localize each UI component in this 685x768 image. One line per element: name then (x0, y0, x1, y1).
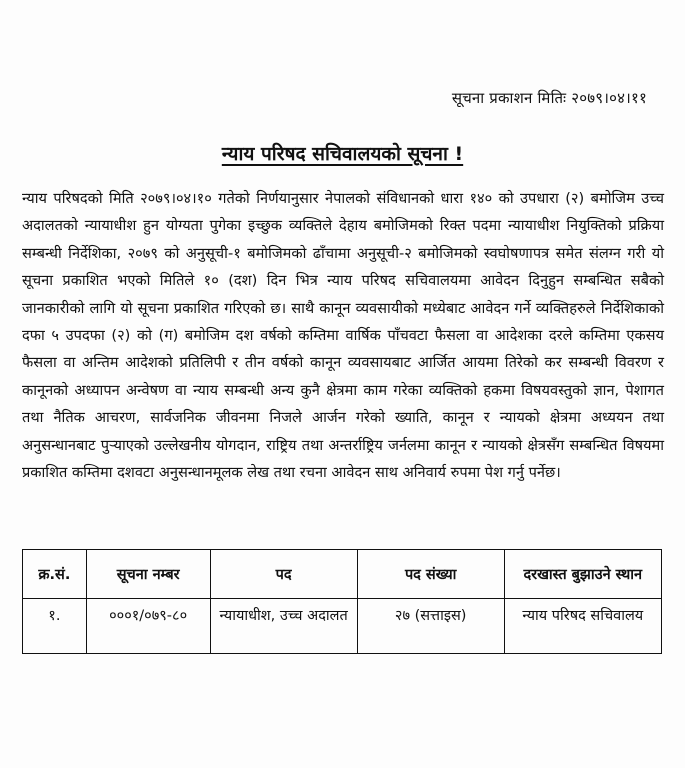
header-post-count: पद संख्या (357, 550, 504, 599)
cell-submission-place: न्याय परिषद सचिवालय (504, 599, 661, 654)
notice-body: न्याय परिषदको मिति २०७९।०४।१० गतेको निर्णयानुसार नेपालको संविधानको धारा १४० को उपधारा (२) बमोजिम उच्च अदालतको न्यायाधीश हुन योग्यता पुगेका इच्छुक व्यक्तिले देहाय बमोजिमको रिक्त पदमा न्यायाधीश नियुक्तिको प्रक्रिया सम्बन्धी निर्देशिका, २०७९ को अनुसूची-१ बमोजिमको ढाँचामा अनुसूची-२ बमोजिमको स्वघोषणापत्र समेत संलग्न गरी यो सूचना प्रकाशित भएको मितिले १० (दश) दिन भित्र न्याय परिषद सचिवालयमा आवेदन दिनुहुन सम्बन्धित सबैको जानकारीको लागि यो सूचना प्रकाशित गरिएको छ। साथै कानून व्यवसायीको मध्येबाट आवेदन गर्ने व्यक्तिहरुले निर्देशिकाको दफा ५ उपदफा (२) को (ग) बमोजिम दश वर्षको कम्तिमा वार्षिक पाँचवटा फैसला वा आदेशका दरले कम्तिमा एकसय फैसला वा अन्तिम आदेशको प्रतिलिपी र तीन वर्षको कानून व्यवसायबाट आर्जित आयमा तिरेको कर सम्बन्धी विवरण र कानूनको अध्यापन अन्वेषण वा न्याय सम्बन्धी अन्य कुनै क्षेत्रमा काम गरेका व्यक्तिको हकमा विषयवस्तुको ज्ञान, पेशागत तथा नैतिक आचरण, सार्वजनिक जीवनमा निजले आर्जन गरेको ख्याति, कानून र न्यायको क्षेत्रमा अध्ययन तथा अनुसन्धानबाट पुऱ्याएको उल्लेखनीय योगदान, राष्ट्रिय तथा अन्तर्राष्ट्रिय जर्नलमा कानून र न्यायको क्षेत्रसँग सम्बन्धित विषयमा प्रकाशित कम्तिमा दशवटा अनुसन्धानमूलक लेख तथा रचना आवेदन साथ अनिवार्य रुपमा पेश गर्नु पर्नेछ। (22, 190, 665, 482)
cell-notice-number: ०००१/०७९-८० (86, 599, 210, 654)
header-submission-place: दरखास्त बुझाउने स्थान (504, 550, 661, 599)
header-serial: क्र.सं. (23, 550, 87, 599)
cell-post: न्यायाधीश, उच्च अदालत (210, 599, 357, 654)
header-post: पद (210, 550, 357, 599)
table-header-row (23, 550, 662, 599)
notice-title (0, 140, 685, 166)
notice-title-text: न्याय परिषद सचिवालयको सूचना ! (221, 143, 464, 165)
vacancy-table (22, 549, 662, 654)
cell-serial: १. (23, 599, 87, 654)
cell-post-count: २७ (सत्ताइस) (357, 599, 504, 654)
table-row (23, 599, 662, 654)
publication-date: सूचना प्रकाशन मितिः २०७९।०४।११ (451, 89, 647, 107)
header-notice-number: सूचना नम्बर (86, 550, 210, 599)
